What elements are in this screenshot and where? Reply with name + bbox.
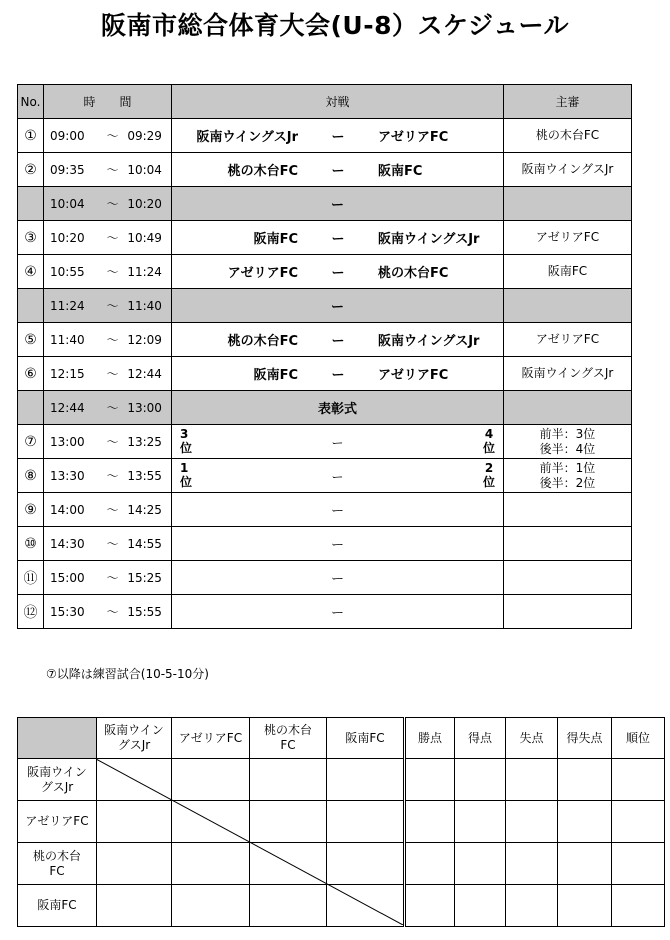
match-number: ⑫ [18, 595, 44, 629]
stat-cell [405, 801, 455, 843]
vs-dash: ー [331, 164, 345, 179]
row-team-header: 桃の木台 FC [18, 843, 97, 885]
table-row [18, 255, 632, 289]
referee-cell [504, 391, 632, 425]
vs-dash: ー [331, 470, 344, 484]
home-team: 阪南ウイングスJr [196, 130, 298, 145]
match-number: ⑦ [18, 425, 44, 459]
tilde: ～ [106, 503, 119, 517]
left-rank-label: 位 [180, 475, 193, 489]
header-match: 対戦 [172, 85, 504, 119]
match-number: ⑨ [18, 493, 44, 527]
start-time: 14:30 [50, 536, 85, 551]
tilde: ～ [106, 469, 119, 483]
stat-cell [506, 759, 558, 801]
match-cell [172, 357, 504, 391]
time-cell [44, 221, 172, 255]
match-cell [172, 289, 504, 323]
match-cell [172, 459, 504, 493]
vs-dash: ー [330, 538, 344, 553]
referee-team: アゼリアFC [535, 230, 600, 244]
match-cell [172, 323, 504, 357]
stat-cell [558, 759, 612, 801]
schedule-table [17, 84, 632, 629]
stat-cell [558, 885, 612, 927]
schedule-header-row [18, 85, 632, 119]
away-team: 阪南ウイングスJr [378, 334, 480, 349]
referee-cell [504, 357, 632, 391]
tilde: ～ [106, 605, 119, 619]
table-row [18, 153, 632, 187]
end-time: 14:55 [127, 536, 162, 551]
stat-header: 得失点 [558, 718, 612, 759]
referee-team: アゼリアFC [535, 332, 600, 346]
end-time: 11:40 [127, 298, 162, 313]
away-team: アゼリアFC [378, 368, 449, 383]
end-time: 15:25 [127, 570, 162, 585]
tilde: ～ [106, 537, 119, 551]
end-time: 15:55 [127, 604, 162, 619]
end-time: 11:24 [127, 264, 162, 279]
referee-cell [504, 323, 632, 357]
match-cell [172, 119, 504, 153]
match-number: ⑧ [18, 459, 44, 493]
end-time: 10:49 [127, 230, 162, 245]
start-time: 15:30 [50, 604, 85, 619]
referee-second-half: 後半：4位 [539, 441, 596, 456]
end-time: 13:55 [127, 468, 162, 483]
referee-cell [504, 425, 632, 459]
time-cell [44, 119, 172, 153]
start-time: 12:44 [50, 400, 85, 415]
away-team: 桃の木台FC [378, 266, 449, 281]
left-rank-num: 1 [180, 461, 189, 475]
match-cell [172, 153, 504, 187]
row-team-header: アゼリアFC [18, 801, 97, 843]
left-rank-label: 位 [180, 441, 193, 455]
row-team-header: 阪南ウイン グスJr [18, 759, 97, 801]
table-row [18, 357, 632, 391]
time-cell [44, 527, 172, 561]
stat-cell [455, 759, 506, 801]
table-row [18, 323, 632, 357]
right-rank-label: 位 [482, 475, 495, 489]
start-time: 10:55 [50, 264, 85, 279]
away-team: 阪南FC [378, 164, 423, 179]
row-team-header: 阪南FC [18, 885, 97, 927]
time-cell [44, 255, 172, 289]
time-cell [44, 187, 172, 221]
tilde: ～ [106, 129, 119, 143]
time-cell [44, 289, 172, 323]
header-referee: 主審 [504, 85, 632, 119]
match-number: ② [18, 153, 44, 187]
stat-cell [612, 801, 665, 843]
tilde: ～ [106, 367, 119, 381]
referee-first-half: 前半：1位 [539, 460, 596, 475]
tilde: ～ [106, 265, 119, 279]
stat-cell [506, 885, 558, 927]
vs-dash: ー [331, 266, 345, 281]
time-cell [44, 323, 172, 357]
referee-cell [504, 255, 632, 289]
match-cell [172, 425, 504, 459]
away-team: 阪南ウイングスJr [378, 232, 480, 247]
time-cell [44, 153, 172, 187]
start-time: 10:04 [50, 196, 85, 211]
stat-cell [506, 843, 558, 885]
match-number: ⑪ [18, 561, 44, 595]
match-number: ① [18, 119, 44, 153]
right-rank-label: 位 [482, 441, 495, 455]
tilde: ～ [106, 435, 119, 449]
time-cell [44, 391, 172, 425]
tilde: ～ [106, 197, 119, 211]
end-time: 12:44 [127, 366, 162, 381]
table-row [18, 425, 632, 459]
start-time: 11:24 [50, 298, 85, 313]
vs-dash: ー [331, 368, 345, 383]
referee-cell [504, 221, 632, 255]
time-cell [44, 493, 172, 527]
col-team-header: 桃の木台 FC [250, 718, 327, 759]
match-cell [172, 255, 504, 289]
home-team: 桃の木台FC [227, 334, 298, 349]
vs-dash: ー [330, 504, 344, 519]
stat-cell [455, 801, 506, 843]
referee-team: 阪南ウイングスJr [521, 162, 614, 176]
time-cell [44, 561, 172, 595]
break-label: ー [330, 198, 344, 213]
referee-cell [504, 153, 632, 187]
tilde: ～ [106, 231, 119, 245]
stat-cell [405, 759, 455, 801]
match-cell [172, 493, 504, 527]
stat-cell [405, 843, 455, 885]
start-time: 13:00 [50, 434, 85, 449]
start-time: 09:35 [50, 162, 85, 177]
start-time: 11:40 [50, 332, 85, 347]
start-time: 12:15 [50, 366, 85, 381]
stat-cell [558, 801, 612, 843]
time-cell [44, 459, 172, 493]
start-time: 14:00 [50, 502, 85, 517]
stat-header: 失点 [506, 718, 558, 759]
stat-cell [506, 801, 558, 843]
match-number: ⑩ [18, 527, 44, 561]
vs-dash: ー [331, 232, 345, 247]
end-time: 09:29 [127, 128, 162, 143]
table-row [18, 459, 632, 493]
match-cell [172, 187, 504, 221]
end-time: 10:20 [127, 196, 162, 211]
table-row [18, 187, 632, 221]
tilde: ～ [106, 401, 119, 415]
referee-second-half: 後半：2位 [539, 475, 596, 490]
match-cell [172, 221, 504, 255]
stat-cell [612, 885, 665, 927]
header-no: No. [18, 85, 44, 119]
table-row [18, 221, 632, 255]
left-rank-num: 3 [180, 427, 189, 441]
tilde: ～ [106, 333, 119, 347]
stat-header: 得点 [455, 718, 506, 759]
match-number: ④ [18, 255, 44, 289]
table-row [18, 119, 632, 153]
end-time: 14:25 [127, 502, 162, 517]
break-label: 表彰式 [317, 402, 357, 417]
right-rank-num: 2 [484, 461, 494, 475]
table-row [18, 595, 632, 629]
stat-header: 勝点 [405, 718, 455, 759]
match-number: ⑤ [18, 323, 44, 357]
stat-cell [558, 843, 612, 885]
away-team: アゼリアFC [378, 130, 449, 145]
match-cell [172, 527, 504, 561]
table-row [18, 561, 632, 595]
referee-cell [504, 493, 632, 527]
right-rank-num: 4 [484, 427, 494, 441]
match-number [18, 187, 44, 221]
table-row [18, 493, 632, 527]
col-team-header: 阪南ウイン グスJr [97, 718, 172, 759]
corner-cell [18, 718, 97, 759]
time-cell [44, 357, 172, 391]
referee-cell [504, 561, 632, 595]
start-time: 15:00 [50, 570, 85, 585]
table-row [18, 289, 632, 323]
home-team: 阪南FC [253, 232, 298, 247]
tilde: ～ [106, 163, 119, 177]
referee-cell [504, 289, 632, 323]
stat-cell [455, 885, 506, 927]
time-cell [44, 595, 172, 629]
referee-cell [504, 527, 632, 561]
referee-cell [504, 595, 632, 629]
end-time: 13:25 [127, 434, 162, 449]
col-team-header: アゼリアFC [172, 718, 250, 759]
home-team: 阪南FC [253, 368, 298, 383]
vs-dash: ー [331, 130, 345, 145]
referee-cell [504, 187, 632, 221]
start-time: 10:20 [50, 230, 85, 245]
match-number [18, 391, 44, 425]
vs-dash: ー [331, 436, 344, 450]
start-time: 13:30 [50, 468, 85, 483]
referee-cell [504, 119, 632, 153]
referee-first-half: 前半：3位 [539, 426, 596, 441]
page-title: 阪南市総合体育大会(U-8）スケジュール [101, 11, 569, 40]
match-number [18, 289, 44, 323]
end-time: 12:09 [127, 332, 162, 347]
diagonal-line [96, 759, 403, 925]
col-team-header: 阪南FC [327, 718, 405, 759]
practice-note: ⑦以降は練習試合(10-5-10分) [46, 667, 209, 681]
stat-cell [612, 843, 665, 885]
referee-team: 阪南FC [547, 264, 588, 278]
break-label: ー [330, 300, 344, 315]
home-team: 桃の木台FC [227, 164, 298, 179]
tilde: ～ [106, 299, 119, 313]
stat-cell [612, 759, 665, 801]
table-row [18, 391, 632, 425]
match-cell [172, 561, 504, 595]
referee-cell [504, 459, 632, 493]
start-time: 09:00 [50, 128, 85, 143]
vs-dash: ー [330, 606, 344, 621]
match-cell [172, 391, 504, 425]
vs-dash: ー [331, 334, 345, 349]
match-number: ⑥ [18, 357, 44, 391]
table-row [18, 527, 632, 561]
stat-header: 順位 [612, 718, 665, 759]
time-cell [44, 425, 172, 459]
referee-team: 阪南ウイングスJr [521, 366, 614, 380]
end-time: 10:04 [127, 162, 162, 177]
referee-team: 桃の木台FC [535, 128, 600, 142]
header-time: 時 間 [44, 85, 172, 119]
stat-cell [405, 885, 455, 927]
end-time: 13:00 [127, 400, 162, 415]
stat-cell [455, 843, 506, 885]
vs-dash: ー [330, 572, 344, 587]
match-cell [172, 595, 504, 629]
home-team: アゼリアFC [227, 266, 298, 281]
match-number: ③ [18, 221, 44, 255]
league-header-row [18, 718, 665, 759]
tilde: ～ [106, 571, 119, 585]
